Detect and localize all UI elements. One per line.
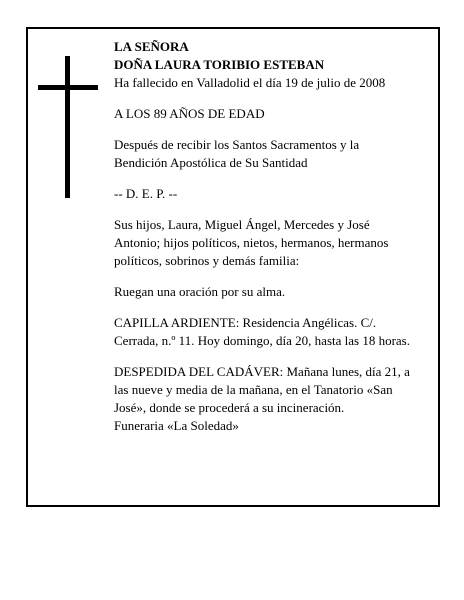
death-statement: Ha fallecido en Valladolid el día 19 de julio de 2008 (114, 75, 386, 90)
obituary-text (114, 38, 414, 448)
age-line: A LOS 89 AÑOS DE EDAD (114, 106, 265, 121)
dep-line: -- D. E. P. -- (114, 186, 178, 201)
cross-vertical-bar (65, 56, 70, 198)
cross-icon (38, 56, 98, 198)
prayer-line: Ruegan una oración por su alma. (114, 284, 286, 299)
family-paragraph: Sus hijos, Laura, Miguel Ángel, Mercedes y José Antonio; hijos políticos, nietos, hermanos, hermanos políticos, sobrinos y demás familia: (114, 217, 389, 268)
sacraments-paragraph: Después de recibir los Santos Sacramentos y la Bendición Apostólica de Su Santidad (114, 137, 360, 170)
funeraria-line: Funeraria «La Soledad» (114, 418, 239, 433)
obituary-header (114, 38, 414, 92)
deceased-title: LA SEÑORA (114, 39, 189, 54)
cross-horizontal-bar (38, 85, 98, 90)
despedida-paragraph: DESPEDIDA DEL CADÁVER: Mañana lunes, día 21, a las nueve y media de la mañana, en el Tanatorio «San José», donde se procederá a su incineración. (114, 364, 410, 415)
capilla-paragraph: CAPILLA ARDIENTE: Residencia Angélicas. C/. Cerrada, n.º 11. Hoy domingo, día 20, hasta las 18 horas. (114, 315, 410, 348)
deceased-name: DOÑA LAURA TORIBIO ESTEBAN (114, 57, 325, 72)
